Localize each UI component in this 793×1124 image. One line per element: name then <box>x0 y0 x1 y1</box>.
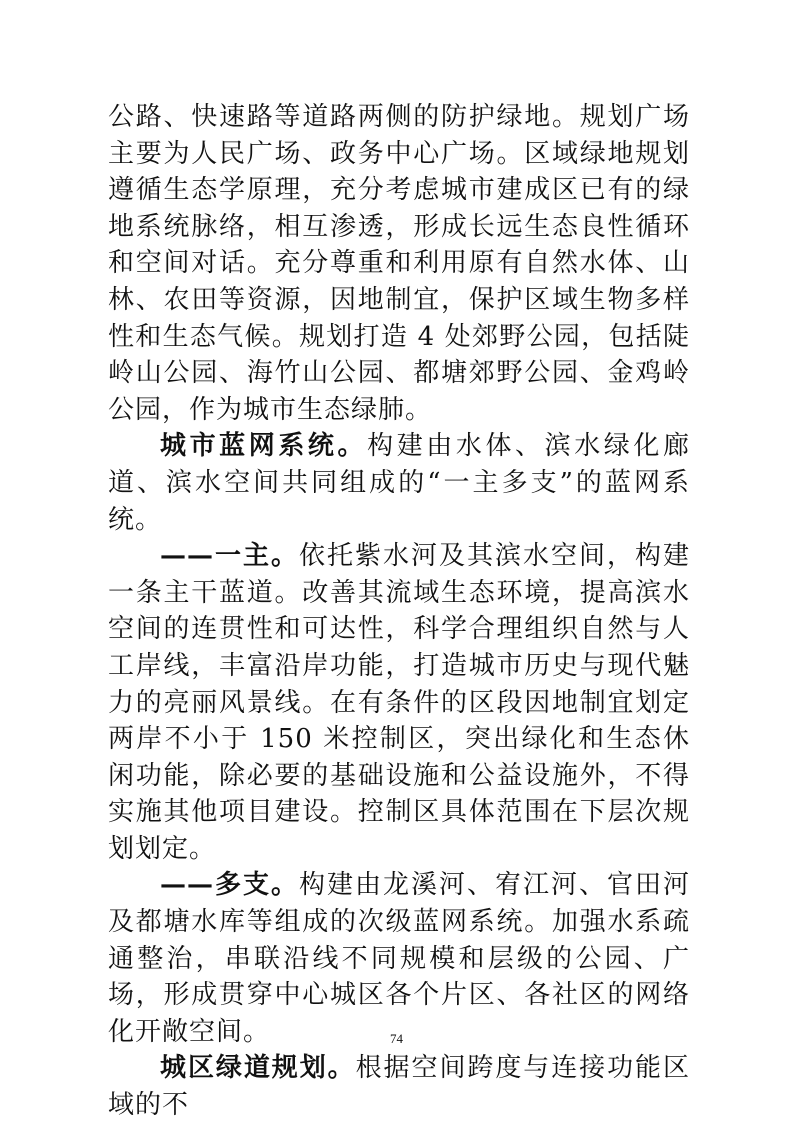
paragraph-text: 构建由水体、滨水绿化廊道、滨水空间共同组成的“一主多支”的蓝网系统。 <box>108 431 690 535</box>
paragraph-heading: 城区绿道规划。 <box>160 1053 356 1084</box>
paragraph-heading: ——一主。 <box>160 541 299 572</box>
paragraph-greenway-planning <box>108 1050 690 1123</box>
paragraph-text: 构建由龙溪河、宥江河、官田河及都塘水库等组成的次级蓝网系统。加强水系疏通整治，串联沿线不同规模和层级的公园、广场，形成贯穿中心城区各个片区、各社区的网络化开敞空间。 <box>108 870 690 1047</box>
paragraph-text: 依托紫水河及其滨水空间，构建一条主干蓝道。改善其流域生态环境，提高滨水空间的连贯性和可达性，科学合理组织自然与人工岸线，丰富沿岸功能，打造城市历史与现代魅力的亮丽风景线。在有条件的区段因地制宜划定两岸不小于 150 米控制区，突出绿化和生态休闲功能，除必要的基础设施和公益设施外，不得实施其他项目建设。控制区具体范围在下层次规划划定。 <box>108 541 690 864</box>
paragraph-branch-channels <box>108 867 690 1050</box>
paragraph-main-channel <box>108 538 690 867</box>
paragraph-text: 公路、快速路等道路两侧的防护绿地。规划广场主要为人民广场、政务中心广场。区域绿地规划遵循生态学原理，充分考虑城市建成区已有的绿地系统脉络，相互渗透，形成长远生态良性循环和空间对话。充分尊重和利用原有自然水体、山林、农田等资源，因地制宜，保护区域生物多样性和生态气候。规划打造 4 处郊野公园，包括陡岭山公园、海竹山公园、都塘郊野公园、金鸡岭公园，作为城市生态绿肺。 <box>108 102 690 425</box>
paragraph-blue-network <box>108 428 690 538</box>
paragraph-green-space <box>108 99 690 428</box>
document-body <box>108 99 690 1124</box>
paragraph-text: 根据空间跨度与连接功能区域的不 <box>108 1053 690 1121</box>
paragraph-heading: 城市蓝网系统。 <box>160 431 368 462</box>
paragraph-heading: ——多支。 <box>160 870 299 901</box>
page-number: 74 <box>390 1031 403 1046</box>
